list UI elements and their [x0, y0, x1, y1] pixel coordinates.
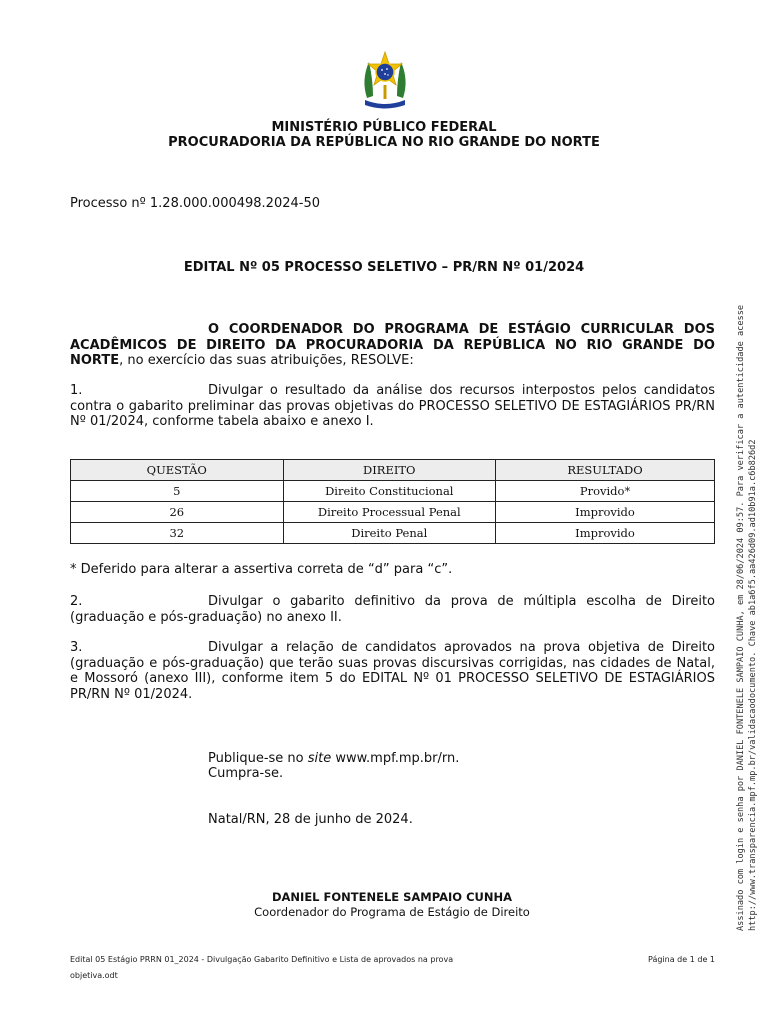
process-number: Processo nº 1.28.000.000498.2024-50 — [70, 196, 320, 211]
item-text: Divulgar a relação de candidatos aprovados na prova objetiva de Direito (graduação e pós-graduação) que terão suas provas discursivas corrigidas, nas cidades de Natal, e Mossoró (anexo III), conforme item 5 do EDITAL Nº 01 PROCESSO SELETIVO DE ESTAGIÁRIOS PR/RN Nº 01/2024. — [70, 640, 715, 702]
intro-bold: O COORDENADOR DO PROGRAMA DE ESTÁGIO CURRICULAR DOS ACADÊMICOS DE DIREITO DA PROCURADORIA DA REPÚBLICA NO RIO GRANDE DO NORTE — [70, 322, 715, 368]
intro-rest: , no exercício das suas atribuições, RESOLVE: — [119, 353, 414, 368]
results-table — [70, 459, 715, 544]
table-row — [71, 523, 715, 544]
item-text: Divulgar o gabarito definitivo da prova de múltipla escolha de Direito (graduação e pós-graduação) no anexo II. — [70, 594, 715, 625]
brazil-coat-of-arms-logo — [359, 50, 411, 112]
cell-direito: Direito Constitucional — [283, 481, 496, 502]
side-note-line-1: Assinado com login e senha por DANIEL FONTENELE SAMPAIO CUNHA, em 28/06/2024 09:57. Para verificar a autenticidade acesse — [736, 304, 746, 931]
item-2 — [70, 594, 715, 625]
footer-filename-1: Edital 05 Estágio PRRN 01_2024 - Divulgação Gabarito Definitivo e Lista de aprovados na prova — [70, 955, 454, 964]
item-text: Divulgar o resultado da análise dos recursos interpostos pelos candidatos contra o gabarito preliminar das provas objetivas do PROCESSO SELETIVO DE ESTAGIÁRIOS PR/RN Nº 01/2024, conforme tabela abaixo e anexo I. — [70, 383, 715, 429]
table-header-row — [71, 460, 715, 481]
header-direito: DIREITO — [283, 460, 496, 481]
publique-url: www.mpf.mp.br/rn. — [331, 751, 460, 766]
item-number: 2. — [70, 594, 83, 609]
publique-site: site — [307, 751, 332, 766]
table-row — [71, 481, 715, 502]
header-procuradoria: PROCURADORIA DA REPÚBLICA NO RIO GRANDE DO NORTE — [168, 135, 600, 150]
cell-resultado: Improvido — [496, 523, 715, 544]
publique-prefix: Publique-se no — [208, 751, 308, 766]
item-number: 1. — [70, 383, 83, 398]
signer-role: Coordenador do Programa de Estágio de Direito — [254, 905, 530, 919]
place-date: Natal/RN, 28 de junho de 2024. — [208, 812, 413, 827]
cell-questao: 26 — [71, 502, 284, 523]
footnote: * Deferido para alterar a assertiva correta de “d” para “c”. — [70, 562, 453, 577]
item-number: 3. — [70, 640, 83, 655]
cell-direito: Direito Penal — [283, 523, 496, 544]
cumpra-line: Cumpra-se. — [208, 766, 284, 781]
cell-direito: Direito Processual Penal — [283, 502, 496, 523]
cell-questao: 32 — [71, 523, 284, 544]
footer-page-number: Página de 1 de 1 — [648, 955, 715, 964]
table-row — [71, 502, 715, 523]
header-questao: QUESTÃO — [71, 460, 284, 481]
cell-resultado: Improvido — [496, 502, 715, 523]
signer-name: DANIEL FONTENELE SAMPAIO CUNHA — [271, 890, 513, 904]
publique-line — [208, 751, 459, 767]
header-ministry: MINISTÉRIO PÚBLICO FEDERAL — [271, 120, 497, 135]
item-1 — [70, 383, 715, 430]
side-note-line-2: http://www.transparencia.mpf.mp.br/validacaodocumento. Chave ab1a6f5.aa426d09.ad10b91a.c6b826d2 — [748, 439, 758, 931]
signature-side-note — [735, 305, 759, 931]
cell-resultado: Provido* — [496, 481, 715, 502]
cell-questao: 5 — [71, 481, 284, 502]
header-resultado: RESULTADO — [496, 460, 715, 481]
item-3 — [70, 640, 715, 702]
edital-title: EDITAL Nº 05 PROCESSO SELETIVO – PR/RN Nº 01/2024 — [183, 260, 585, 275]
intro-paragraph — [70, 322, 715, 369]
footer-filename-2: objetiva.odt — [70, 971, 118, 980]
